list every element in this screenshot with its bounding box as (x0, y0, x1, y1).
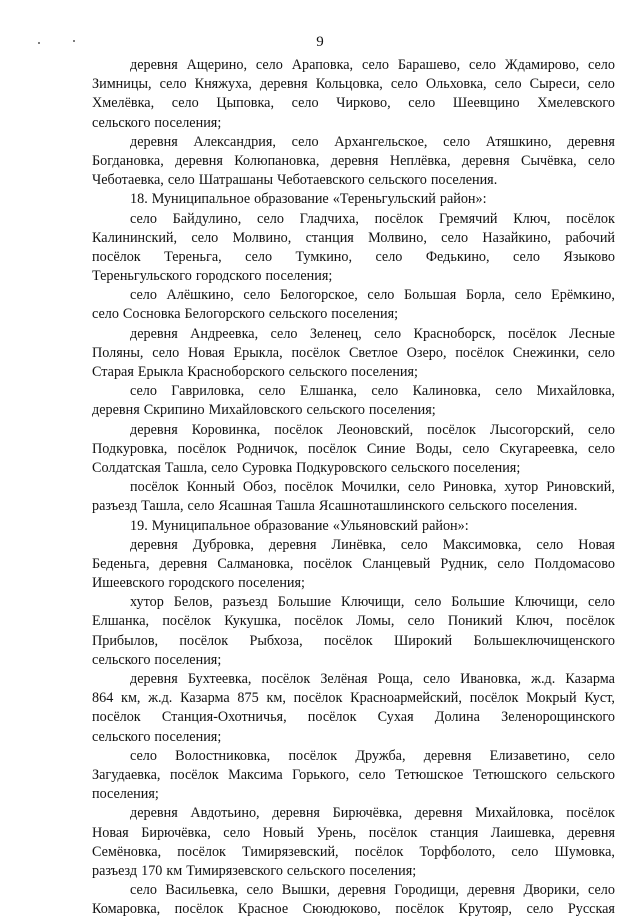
text-line: деревня Авдотьино, деревня Бирючёвка, деревня Михайловка, посёлок (130, 805, 615, 822)
text-line: Чеботаевка, село Шатрашаны Чеботаевского сельского поселения. (92, 172, 498, 189)
text-line: Старая Ерыкла Красноборского сельского поселения; (92, 364, 418, 380)
text-line: деревня Скрипино Михайловского сельского поселения; (92, 402, 436, 419)
text-line: деревня Коровинка, посёлок Леоновский, посёлок Лысогорский, село (130, 421, 615, 438)
document-body (92, 56, 615, 919)
text-line: Зимницы, село Княжуха, деревня Кольцовка, село Ольховка, село Сыреси, село (92, 76, 615, 93)
text-line: село Сосновка Белогорского сельского поселения; (92, 306, 399, 323)
text-line: 18. Муниципальное образование «Тереньгульский район»: (130, 191, 487, 208)
text-line: Поляны, село Новая Ерыкла, посёлок Светлое Озеро, посёлок Снежинки, село (92, 344, 615, 361)
text-line: сельского поселения; (92, 728, 222, 745)
text-line: Богдановка, деревня Колюпановка, деревня Неплёвка, деревня Сычёвка, село (92, 152, 615, 169)
text-line: Комаровка, посёлок Красное Сююдюково, посёлок Крутояр, село Русская (92, 901, 615, 918)
text-line: разъезд Ташла, село Ясашная Ташла Ясашноташлинского сельского поселения. (92, 498, 578, 515)
text-line: село Байдулино, село Гладчиха, посёлок Гремячий Ключ, посёлок (130, 210, 615, 227)
paragraph (92, 747, 615, 805)
text-line: Елшанка, посёлок Кукушка, посёлок Ломы, село Поникий Ключ, посёлок (92, 613, 615, 630)
paragraph (92, 210, 615, 287)
paragraph (92, 536, 615, 594)
paragraph (92, 804, 615, 881)
text-line: хутор Белов, разъезд Большие Ключищи, село Большие Ключищи, село (130, 594, 615, 611)
text-line: село Волостниковка, посёлок Дружба, деревня Елизаветино, село (130, 747, 615, 764)
text-line: Прибылов, посёлок Рыбхоза, посёлок Широкий Большеключищенского (92, 632, 615, 649)
text-line: сельского поселения; (92, 651, 222, 668)
text-line: Беденьга, деревня Салмановка, посёлок Сланцевый Рудник, село Полдомасово (92, 555, 615, 572)
text-line: деревня Дубровка, деревня Линёвка, село Максимовка, село Новая (130, 536, 615, 553)
text-line: 19. Муниципальное образование «Ульяновский район»: (130, 517, 469, 534)
text-line: село Гавриловка, село Елшанка, село Калиновка, село Михайловка, (130, 383, 615, 400)
text-line: село Алёшкино, село Белогорское, село Большая Борла, село Ерёмкино, (130, 287, 615, 304)
paragraph (92, 190, 615, 209)
text-line: деревня Андреевка, село Зеленец, село Красноборск, посёлок Лесные (130, 325, 615, 342)
text-line: Новая Бирючёвка, село Новый Урень, посёлок станция Лаишевка, деревня (92, 824, 615, 841)
paragraph (92, 286, 615, 324)
paragraph (92, 478, 615, 516)
text-line: Калининский, село Молвино, станция Молвино, село Назайкино, рабочий (92, 229, 615, 246)
paragraph (92, 382, 615, 420)
paragraph (92, 421, 615, 479)
text-line: Солдатская Ташла, село Суровка Подкуровского сельского поселения; (92, 459, 521, 476)
text-line: деревня Ащерино, село Араповка, село Барашево, село Ждамирово, село (130, 57, 615, 73)
text-line: посёлок Станция-Охотничья, посёлок Сухая Долина Зеленорощинского (92, 709, 615, 726)
text-line: посёлок Тереньга, село Тумкино, село Федькино, село Языково (92, 248, 615, 265)
text-line: поселения; (92, 786, 159, 803)
text-line: Загудаевка, посёлок Максима Горького, село Тетюшское Тетюшского сельского (92, 766, 615, 783)
text-line: Тереньгульского городского поселения; (92, 268, 333, 285)
text-line: посёлок Конный Обоз, посёлок Мочилки, село Риновка, хутор Риновский, (130, 479, 615, 496)
text-line: Хмелёвка, село Цыповка, село Чирково, село Шеевщино Хмелевского (92, 95, 615, 112)
text-line: Ишеевского городского поселения; (92, 575, 305, 592)
text-line: деревня Бухтеевка, посёлок Зелёная Роща, село Ивановка, ж.д. Казарма (130, 671, 615, 687)
paragraph (92, 593, 615, 670)
paragraph (92, 133, 615, 191)
paragraph (92, 325, 615, 383)
paragraph (92, 881, 615, 919)
text-line: Подкуровка, посёлок Родничок, посёлок Синие Воды, село Скугареевка, село (92, 440, 615, 457)
text-line: 864 км, ж.д. Казарма 875 км, посёлок Красноармейский, посёлок Мокрый Куст, (92, 690, 615, 707)
text-line: Семёновка, посёлок Тимирязевский, посёлок Торфболото, село Шумовка, (92, 843, 615, 860)
paragraph (92, 517, 615, 536)
paragraph (92, 670, 615, 747)
text-line: сельского поселения; (92, 114, 222, 131)
paragraph (92, 56, 615, 133)
page-number: 9 (316, 34, 324, 50)
text-line: разъезд 170 км Тимирязевского сельского поселения; (92, 862, 417, 879)
text-line: село Васильевка, село Вышки, деревня Городищи, деревня Дворики, село (130, 882, 615, 899)
text-line: деревня Александрия, село Архангельское, село Атяшкино, деревня (130, 133, 615, 150)
